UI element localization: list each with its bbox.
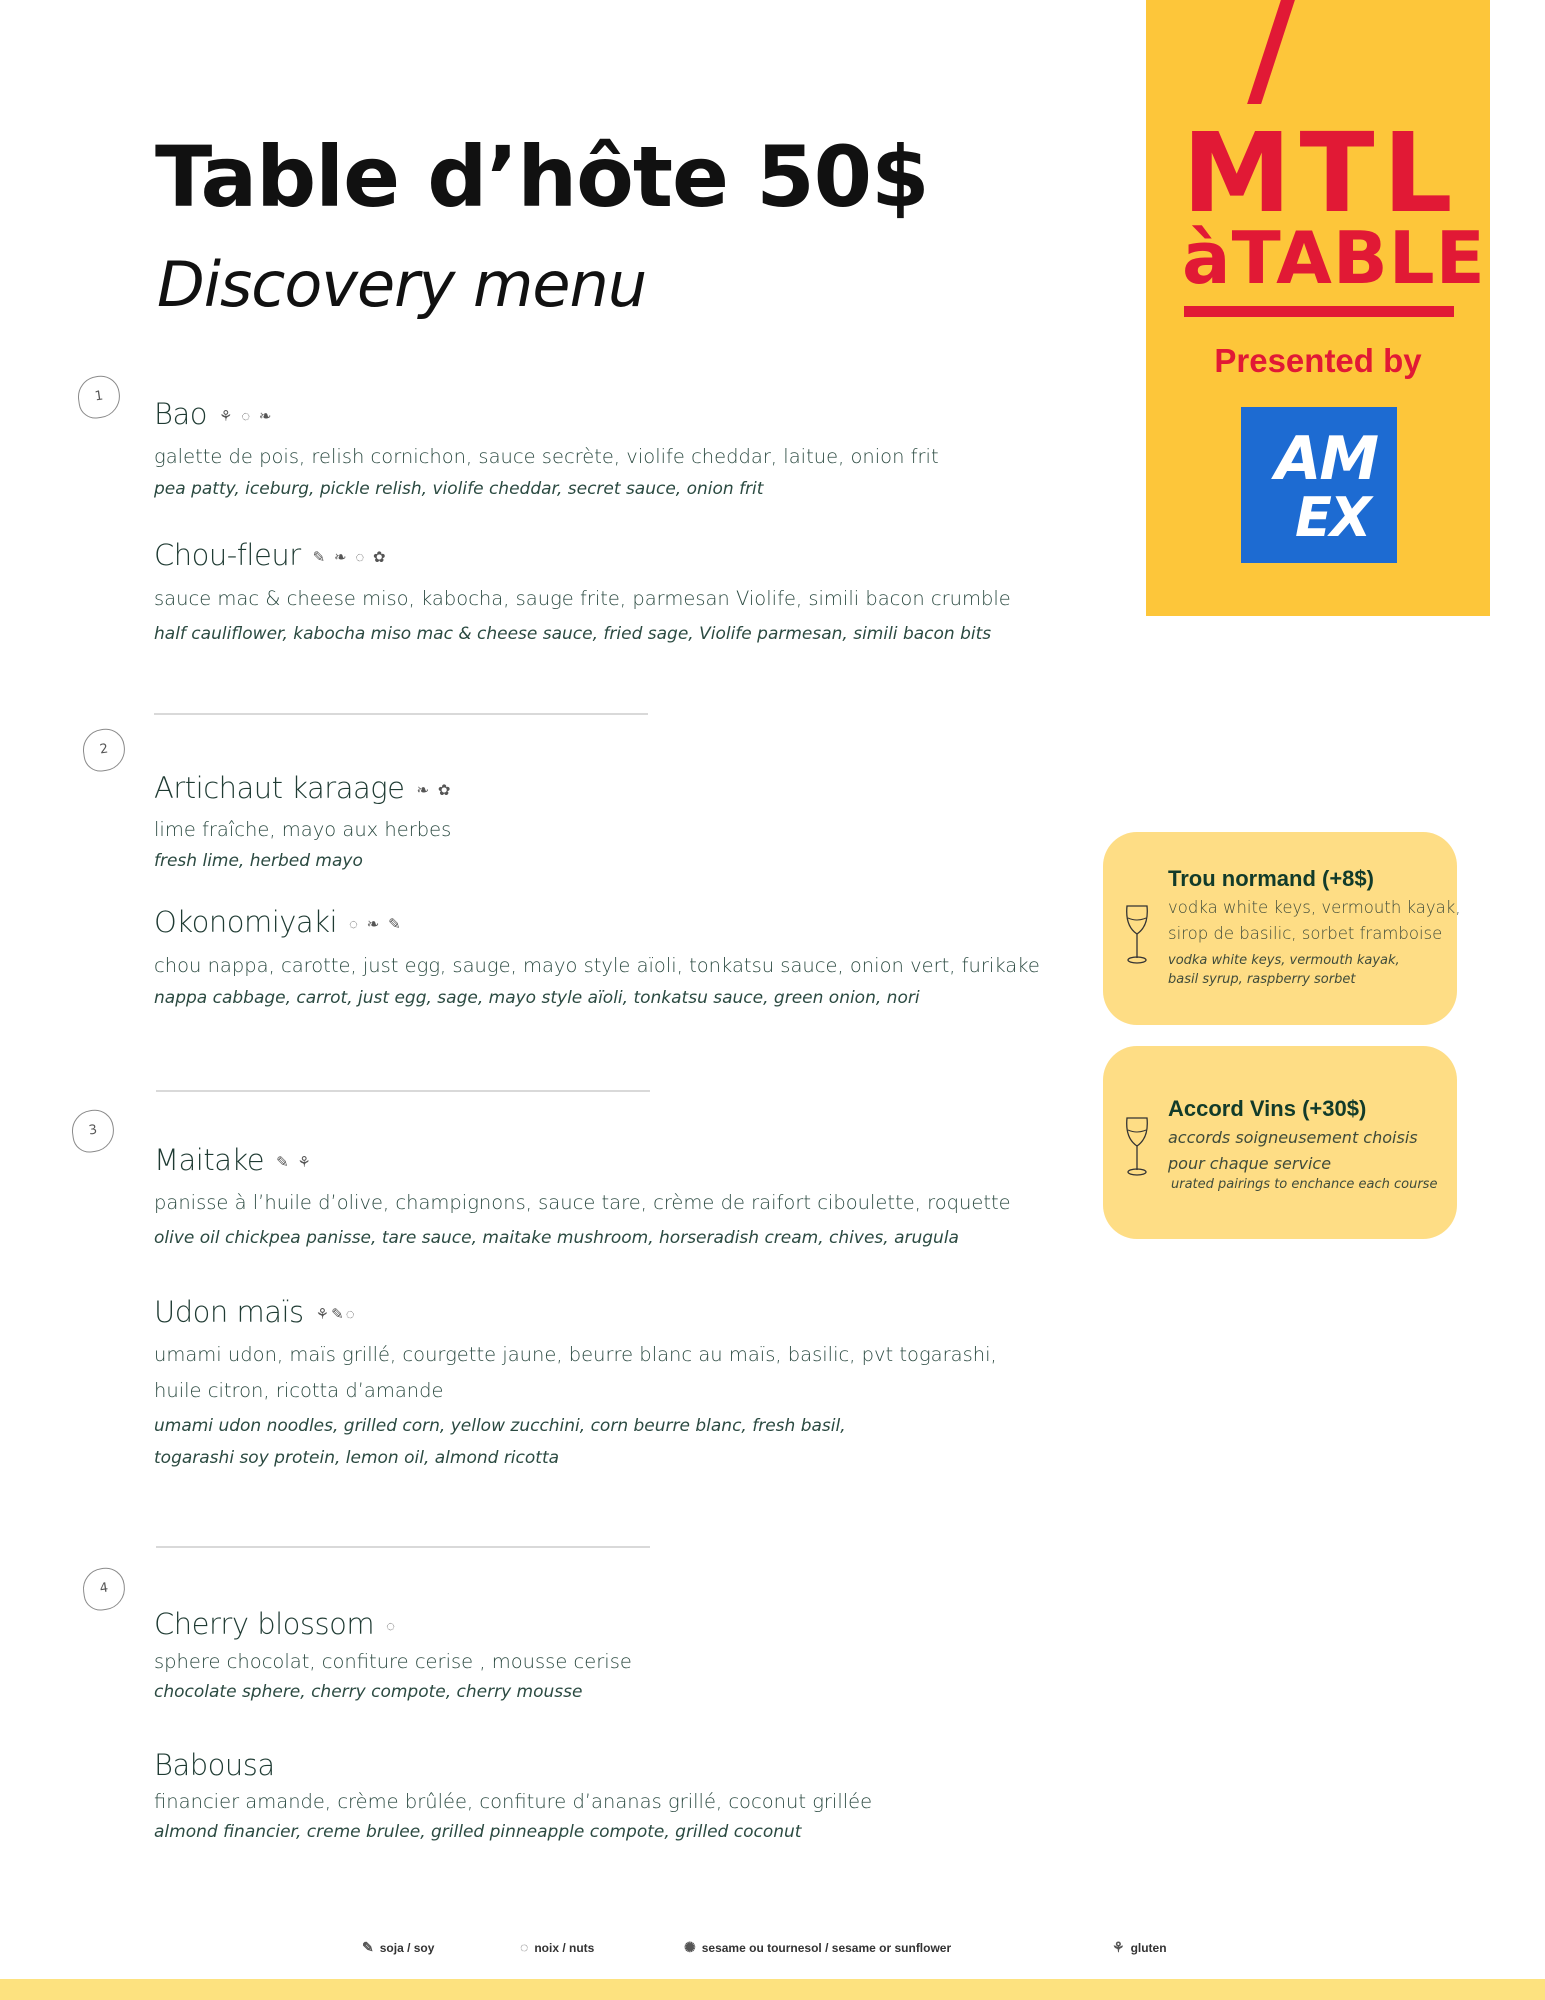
legend-item-sesame <box>684 1939 951 1956</box>
wine-glass-icon <box>1121 902 1153 966</box>
course-number-badge: 2 <box>80 726 127 773</box>
gluten-icon: ⚘ <box>1112 1939 1125 1955</box>
nut-icon: ◌ <box>520 1939 529 1955</box>
legend-label: sesame ou tournesol / sesame or sunflower <box>701 1941 952 1955</box>
dish-name <box>154 905 403 939</box>
allergen-icons: ◌ ❧ ✎ <box>349 915 403 933</box>
course-number-badge: 4 <box>80 1565 127 1612</box>
allergen-icons: ✎ ❧ ◌ ✿ <box>312 548 388 566</box>
legend-item-soy <box>362 1939 434 1956</box>
allergen-icons: ✎ ⚘ <box>276 1153 313 1171</box>
allergen-icons: ❧ ✿ <box>416 781 453 799</box>
sponsor-logo-bottom: EX <box>1295 486 1370 549</box>
presented-by-label: Presented by <box>1214 342 1422 379</box>
dish-name <box>154 397 273 431</box>
trou-normand-card <box>1103 832 1461 1025</box>
dish-title: Chou-fleur <box>154 538 301 572</box>
dish-name <box>154 1295 357 1329</box>
dish-name <box>154 771 452 805</box>
dish-name <box>154 538 388 572</box>
dish-title: Udon maïs <box>154 1295 304 1329</box>
card-line-en: vodka white keys, vermouth kayak, <box>1168 953 1400 968</box>
dish-description-en: almond financier, creme brulee, grilled pinneapple compote, grilled coconut <box>154 1822 802 1842</box>
dish-description-en: olive oil chickpea panisse, tare sauce, maitake mushroom, horseradish cream, chives, arugula <box>154 1228 959 1248</box>
dish-description-fr: financier amande, crème brûlée, confiture d’ananas grillé, coconut grillée <box>154 1790 873 1813</box>
legend-item-gluten <box>1112 1939 1167 1956</box>
dish-name <box>154 1607 397 1641</box>
dish-description-fr: sphere chocolat, confiture cerise , mousse cerise <box>154 1650 632 1673</box>
dish-title: Okonomiyaki <box>154 905 338 939</box>
card-title: Accord Vins (+30$) <box>1168 1096 1367 1121</box>
sponsor-logo <box>1241 407 1397 563</box>
dish-description-en: chocolate sphere, cherry compote, cherry mousse <box>154 1682 583 1702</box>
footer-bar <box>0 1979 1545 2000</box>
soy-icon: ✎ <box>362 1939 374 1955</box>
allergen-icons: ◌ <box>386 1617 398 1635</box>
page-title: Table d’hôte 50$ <box>155 128 929 226</box>
card-line: sirop de basilic, sorbet framboise <box>1168 924 1443 943</box>
promo-slash <box>1247 0 1295 104</box>
card-line-en: urated pairings to enchance each course <box>1171 1177 1438 1192</box>
dish-title: Bao <box>154 397 208 431</box>
sesame-icon: ✺ <box>684 1939 696 1955</box>
card-line-en: basil syrup, raspberry sorbet <box>1168 972 1356 987</box>
sponsor-logo-top: AM <box>1275 424 1378 494</box>
card-line: vodka white keys, vermouth kayak, <box>1168 898 1461 917</box>
dish-description-fr: panisse à l’huile d’olive, champignons, sauce tare, crème de raifort ciboulette, roquette <box>154 1191 1011 1214</box>
wine-pairing-card <box>1103 1046 1457 1239</box>
dish-name <box>154 1748 287 1782</box>
dish-description-en: umami udon noodles, grilled corn, yellow zucchini, corn beurre blanc, fresh basil, <box>154 1416 846 1436</box>
course-divider <box>156 1546 650 1548</box>
course-number-badge: 3 <box>69 1107 116 1154</box>
dish-description-fr: lime fraîche, mayo aux herbes <box>154 818 452 841</box>
wine-glass-icon <box>1121 1114 1153 1178</box>
legend-label: gluten <box>1130 1941 1167 1955</box>
promo-underline <box>1184 306 1454 317</box>
dish-description-en: half cauliflower, kabocha miso mac & cheese sauce, fried sage, Violife parmesan, simili bacon bits <box>154 624 992 644</box>
card-title: Trou normand (+8$) <box>1168 866 1374 891</box>
promo-logo-line2: àTABLE <box>1182 216 1486 300</box>
legend-item-nuts <box>520 1939 594 1955</box>
card-line: pour chaque service <box>1168 1154 1332 1173</box>
promo-logo-line1: MTL <box>1182 109 1461 237</box>
allergen-icons: ⚘✎◌ <box>315 1305 357 1323</box>
dish-title: Artichaut karaage <box>154 771 405 805</box>
dish-description-fr: sauce mac & cheese miso, kabocha, sauge frite, parmesan Violife, simili bacon crumble <box>154 587 1011 610</box>
dish-title: Maitake <box>154 1143 265 1177</box>
card-line: accords soigneusement choisis <box>1168 1128 1418 1147</box>
dish-description-fr: chou nappa, carotte, just egg, sauge, mayo style aïoli, tonkatsu sauce, onion vert, furikake <box>154 954 1040 977</box>
dish-description-en: fresh lime, herbed mayo <box>154 851 363 871</box>
dish-description-fr-cont: huile citron, ricotta d’amande <box>154 1379 444 1402</box>
course-divider <box>154 713 648 715</box>
allergen-icons: ⚘ ◌ ❧ <box>219 407 274 425</box>
legend-label: soja / soy <box>379 1941 435 1955</box>
dish-title: Cherry blossom <box>154 1607 375 1641</box>
dish-title: Babousa <box>154 1748 275 1782</box>
dish-description-fr: galette de pois, relish cornichon, sauce secrète, violife cheddar, laitue, onion frit <box>154 445 939 468</box>
page-subtitle: Discovery menu <box>157 248 647 321</box>
course-number-badge: 1 <box>75 373 122 420</box>
promo-panel <box>1146 0 1490 616</box>
dish-description-en-cont: togarashi soy protein, lemon oil, almond ricotta <box>154 1448 560 1468</box>
dish-description-en: nappa cabbage, carrot, just egg, sage, mayo style aïoli, tonkatsu sauce, green onion, nori <box>154 988 920 1008</box>
legend-label: noix / nuts <box>534 1941 595 1955</box>
dish-name <box>154 1143 313 1177</box>
dish-description-en: pea patty, iceburg, pickle relish, violife cheddar, secret sauce, onion frit <box>154 479 764 499</box>
dish-description-fr: umami udon, maïs grillé, courgette jaune, beurre blanc au maïs, basilic, pvt togarashi, <box>154 1343 997 1366</box>
course-divider <box>156 1090 650 1092</box>
